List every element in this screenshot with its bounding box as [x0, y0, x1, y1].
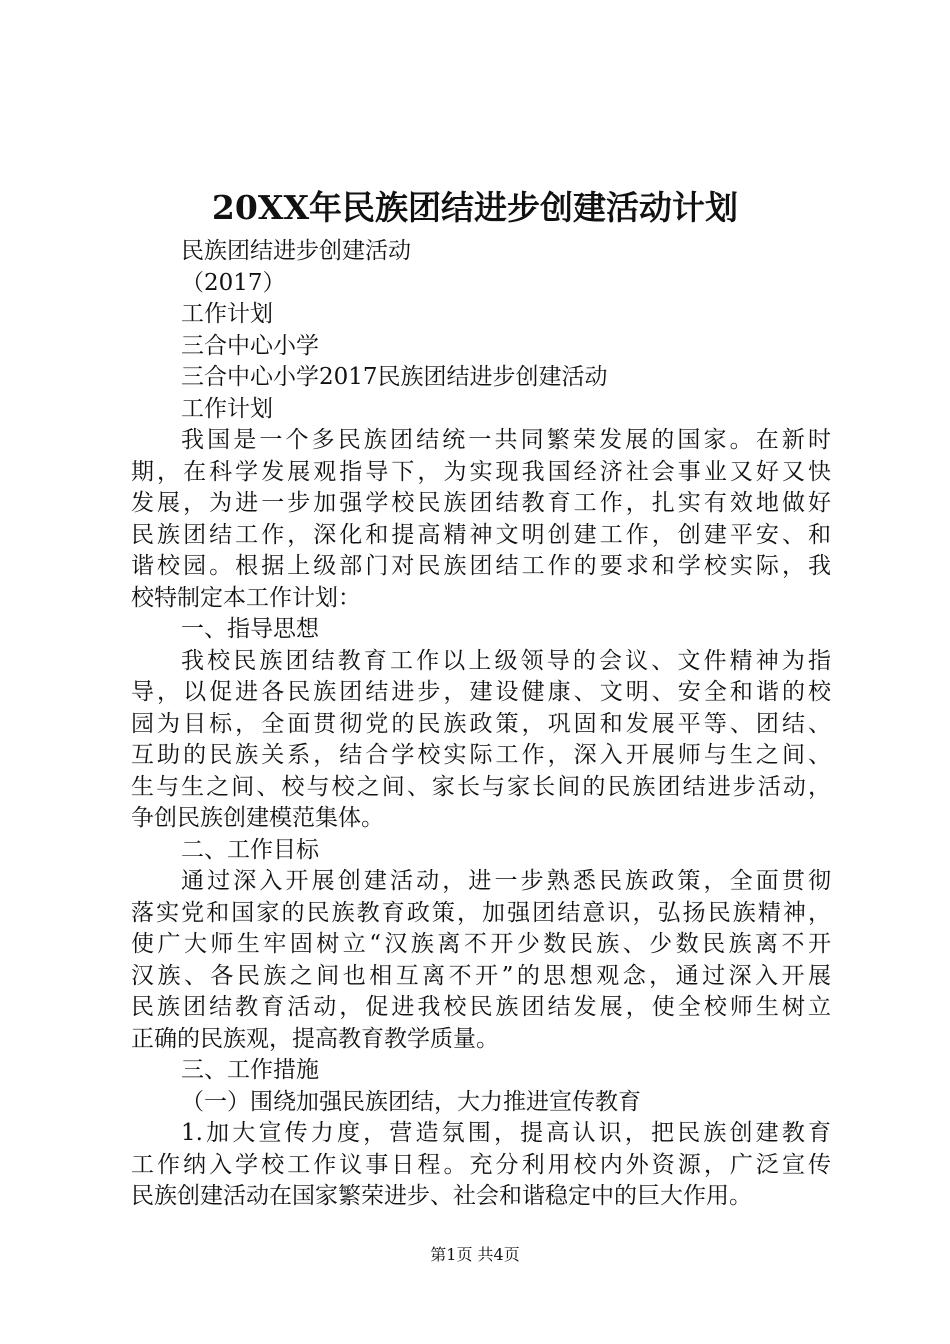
- text-line: 发展，为进一步加强学校民族团结教育工作，扎实有效地做好: [131, 490, 831, 516]
- document-title: 20XX年民族团结进步创建活动计划: [211, 188, 739, 227]
- text-line: 三、工作措施: [181, 1057, 319, 1083]
- text-line: 工作计划: [181, 395, 273, 422]
- text-line: 民族团结工作，深化和提高精神文明创建工作，创建平安、和: [131, 521, 831, 548]
- text-line: 民族团结进步创建活动: [181, 238, 411, 264]
- text-line: 通过深入开展创建活动，进一步熟悉民族政策，全面贯彻: [181, 868, 831, 894]
- text-line: 工作计划: [181, 301, 273, 327]
- text-line: 园为目标，全面贯彻党的民族政策，巩固和发展平等、团结、: [131, 710, 831, 737]
- text-line: 二、工作目标: [181, 836, 319, 863]
- text-line: 三合中心小学: [181, 332, 319, 359]
- text-line: 正确的民族观，提高教育教学质量。: [131, 1025, 499, 1052]
- text-line: （2017）: [181, 269, 286, 296]
- text-line: 汉族、各民族之间也相互离不开”的思想观念，通过深入开展: [131, 962, 831, 989]
- page-footer: 第1页 共4页: [430, 1245, 520, 1264]
- text-line: 期，在科学发展观指导下，为实现我国经济社会事业又好又快: [131, 458, 831, 485]
- text-line: 校特制定本工作计划：: [131, 584, 361, 611]
- text-line: 民族创建活动在国家繁荣进步、社会和谐稳定中的巨大作用。: [131, 1183, 752, 1209]
- text-line: 三合中心小学2017民族团结进步创建活动: [181, 364, 608, 390]
- text-line: 我国是一个多民族团结统一共同繁荣发展的国家。在新时: [181, 427, 831, 453]
- text-line: 使广大师生牢固树立“汉族离不开少数民族、少数民族离不开: [131, 931, 831, 957]
- text-line: 生与生之间、校与校之间、家长与家长间的民族团结进步活动，: [131, 773, 831, 800]
- text-line: 我校民族团结教育工作以上级领导的会议、文件精神为指: [181, 647, 831, 674]
- document-body: [131, 236, 831, 1213]
- text-line: 争创民族创建模范集体。: [131, 805, 384, 831]
- text-line: 导，以促进各民族团结进步，建设健康、文明、安全和谐的校: [131, 679, 831, 705]
- text-line: 谐校园。根据上级部门对民族团结工作的要求和学校实际，我: [131, 553, 831, 579]
- text-line: 工作纳入学校工作议事日程。充分利用校内外资源，广泛宣传: [131, 1151, 831, 1178]
- text-line: 落实党和国家的民族教育政策，加强团结意识，弘扬民族精神，: [131, 899, 831, 926]
- text-line: 互助的民族关系，结合学校实际工作，深入开展师与生之间、: [131, 742, 831, 768]
- text-line: 一、指导思想: [181, 616, 319, 642]
- text-line: （一）围绕加强民族团结，大力推进宣传教育: [181, 1088, 641, 1115]
- text-line: 1.加大宣传力度，营造氛围，提高认识，把民族创建教育: [181, 1120, 831, 1146]
- text-line: 民族团结教育活动，促进我校民族团结发展，使全校师生树立: [131, 994, 831, 1020]
